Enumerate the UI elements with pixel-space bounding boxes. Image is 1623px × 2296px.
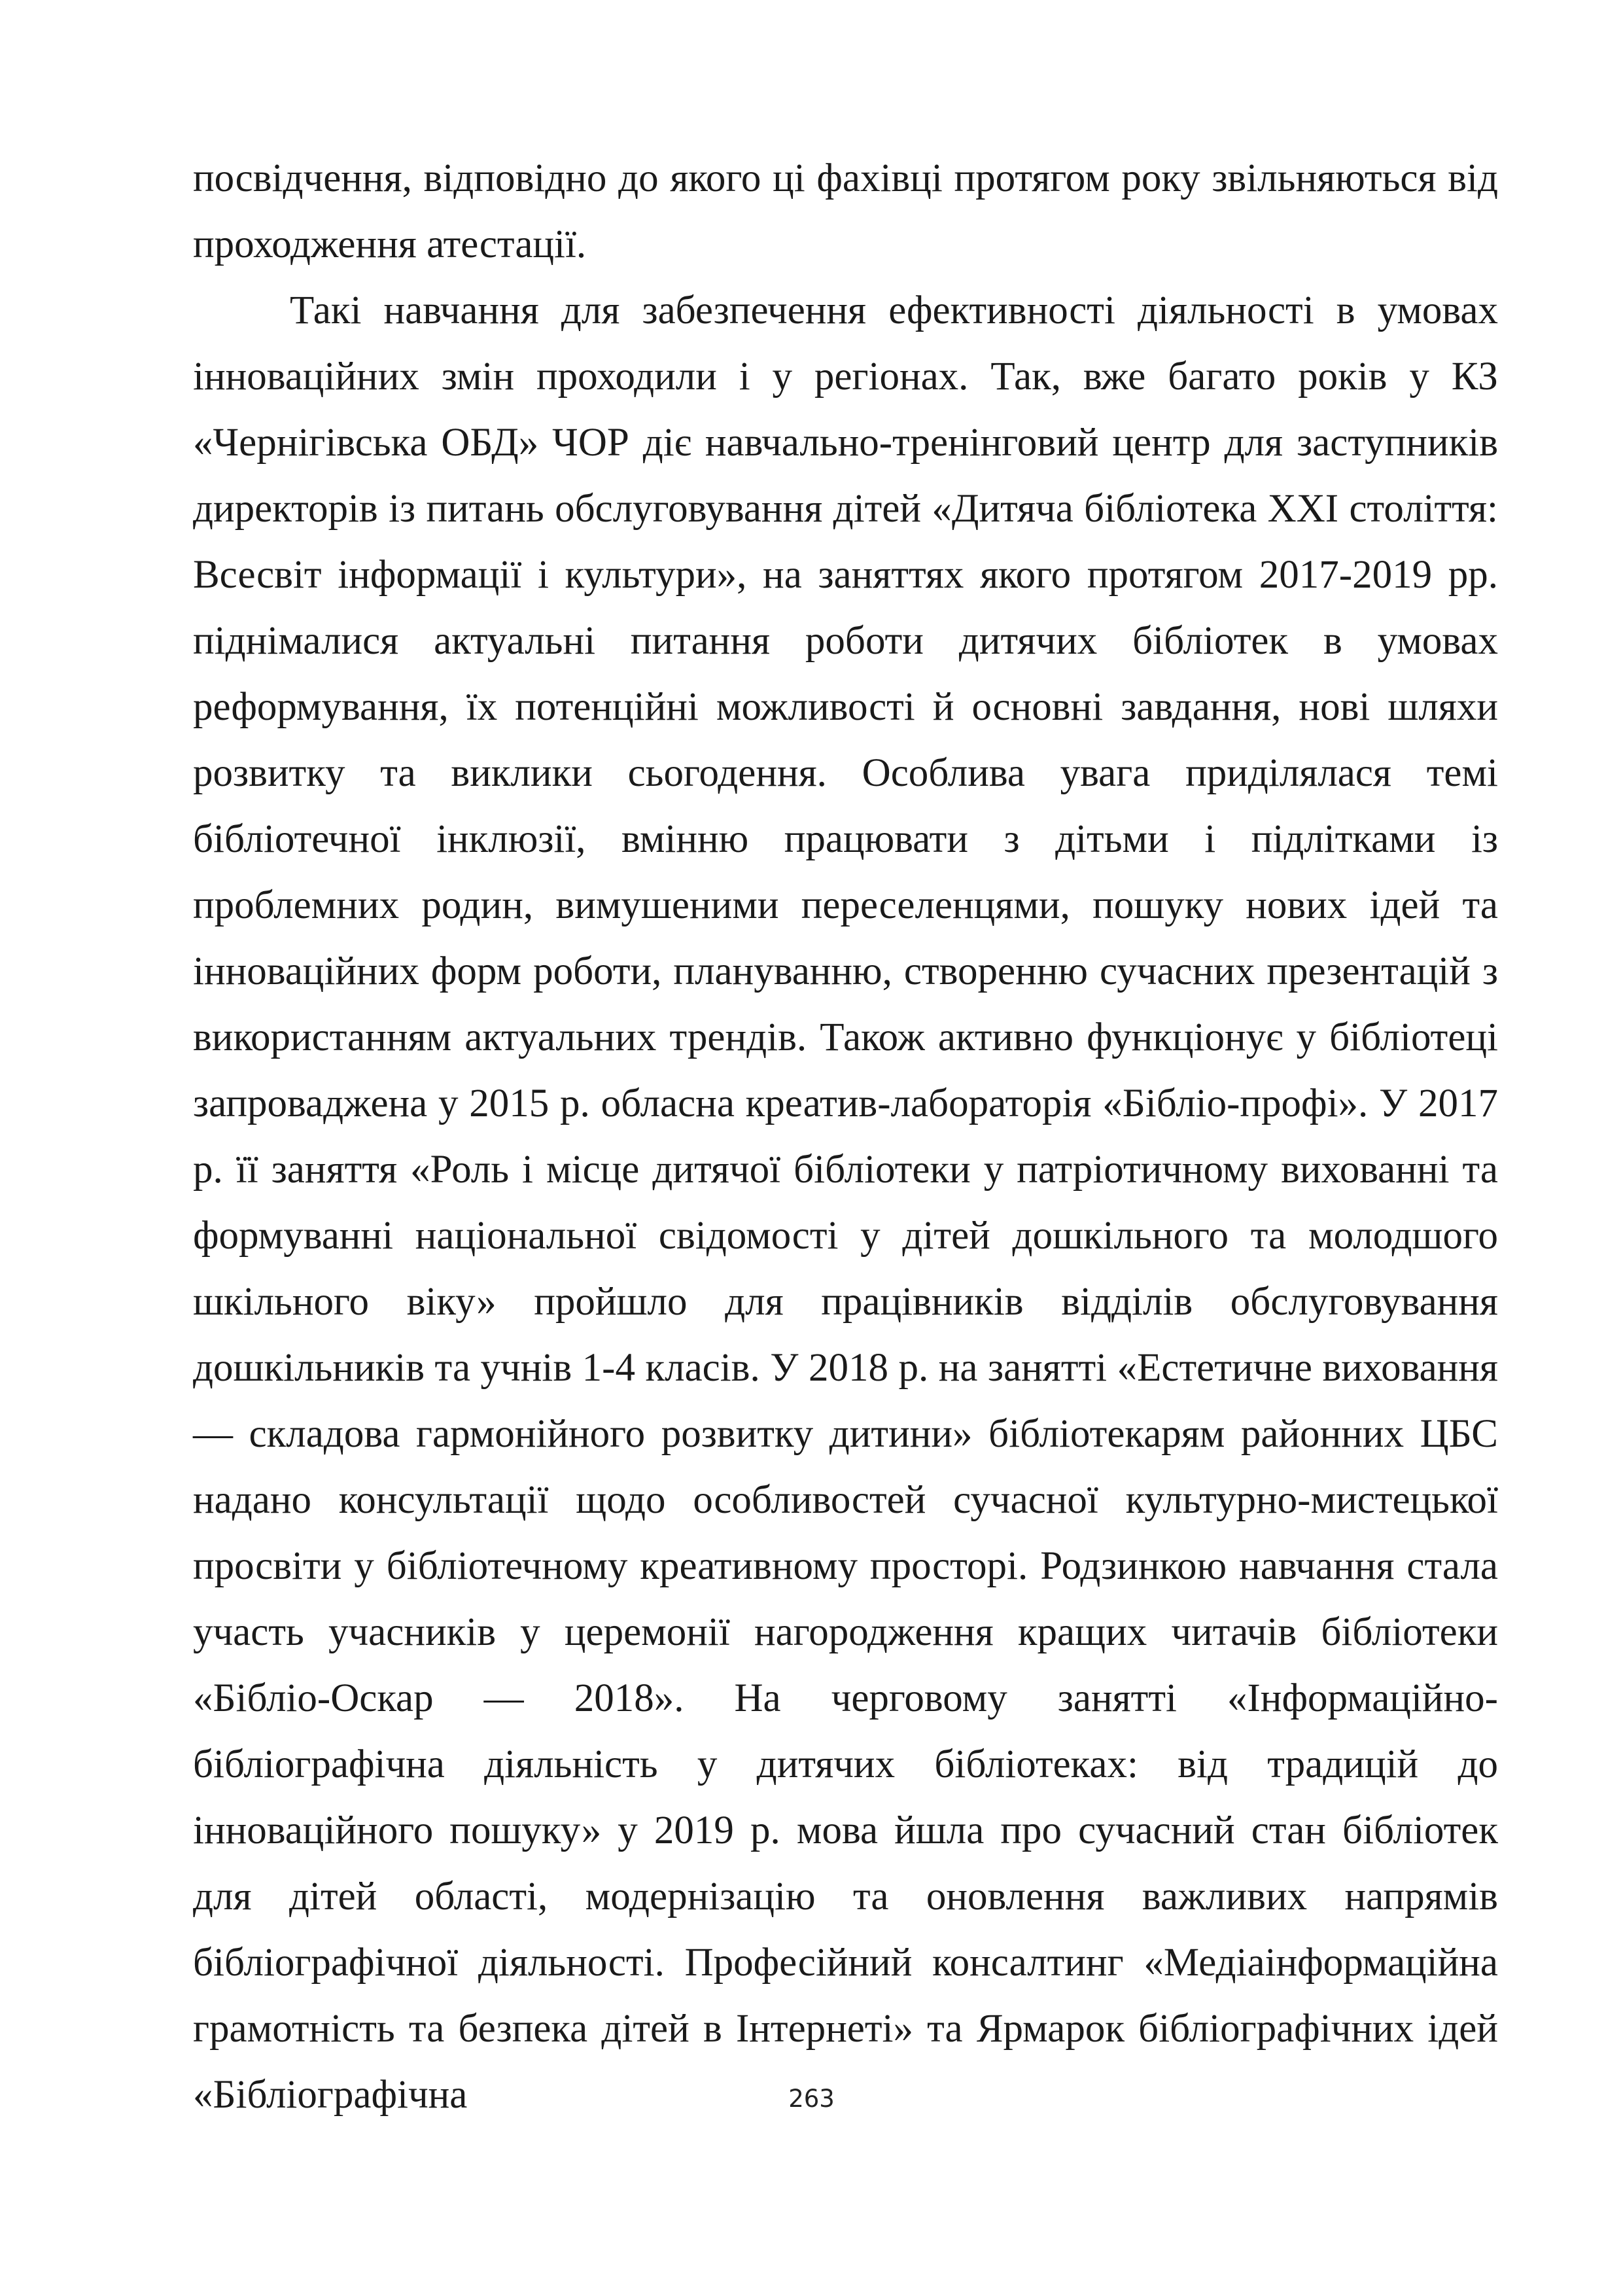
paragraph-training-regions: Такі навчання для забезпечення ефективності діяльності в умовах інноваційних змін проходили і у регіонах. Так, вже багато років у КЗ «Чернігівська ОБД» ЧОР діє навчально-тренінговий центр для заступників директорів із питань обслуговування дітей «Дитяча бібліотека XXI століття: Всесвіт інформації і культури», на заняттях якого протягом 2017-2019 рр. піднімалися актуальні питання роботи дитячих бібліотек в умовах реформування, їх потенційні можливості й основні завдання, нові шляхи розвитку та виклики сьогодення. Особлива увага приділялася темі бібліотечної інклюзії, вмінню працювати з дітьми і підлітками із проблемних родин, вимушеними переселенцями, пошуку нових ідей та інноваційних форм роботи, плануванню, створенню сучасних презентацій з використанням актуальних трендів. Також активно функціонує у бібліотеці запроваджена у 2015 р. обласна креатив-лабораторія «Бібліо-профі». У 2017 р. її заняття «Роль і місце дитячої бібліотеки у патріотичному вихованні та формуванні національної свідомості у дітей дошкільного та молодшого шкільного віку» пройшло для працівників відділів обслуговування дошкільників та учнів 1-4 класів. У 2018 р. на занятті «Естетичне виховання — складова гармонійного розвитку дитини» бібліотекарям районних ЦБС надано консультації щодо особливостей сучасної культурно-мистецької просвіти у бібліотечному креативному просторі. Родзинкою навчання стала участь учасників у церемонії нагородження кращих читачів бібліотеки «Бібліо-Оскар — 2018». На черговому занятті «Інформаційно-бібліографічна діяльність у дитячих бібліотеках: від традицій до інноваційного пошуку» у 2019 р. мова йшла про сучасний стан бібліотек для дітей області, модернізацію та оновлення важливих напрямів бібліографічної діяльності. Професійний консалтинг «Медіаінформаційна грамотність та безпека дітей в Інтернеті» та Ярмарок бібліографічних ідей «Бібліографічна [193, 289, 1498, 2117]
body-text [193, 145, 1498, 2128]
paragraph-continuation: посвідчення, відповідно до якого ці фахівці протягом року звільняються від проходження атестації. [193, 156, 1498, 266]
page-number: 263 [788, 2085, 835, 2113]
